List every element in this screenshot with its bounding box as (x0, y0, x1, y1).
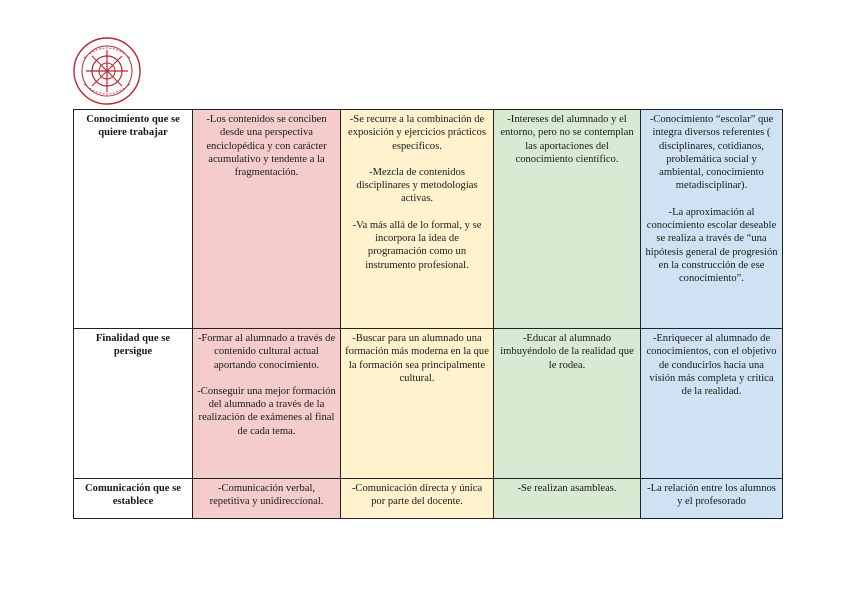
table-cell (641, 329, 783, 479)
table-cell (494, 329, 641, 479)
table-cell (494, 110, 641, 329)
cell-paragraph: -Educar al alumnado imbuyéndolo de la realidad que le rodea. (500, 333, 634, 371)
table-cell (341, 479, 494, 519)
table-cell (341, 110, 494, 329)
cell-paragraph: -Mezcla de contenidos disciplinares y metodologías activas. (356, 166, 478, 205)
cell-paragraph: -Los contenidos se conciben desde una perspectiva enciclopédica y con carácter acumulativo y tendente a la fragmentación. (206, 114, 327, 179)
cell-paragraph: -Buscar para un alumnado una formación más moderna en la que la formación sea principalmente cultural. (345, 333, 489, 384)
table-cell (193, 479, 341, 519)
table-cell (641, 110, 783, 329)
table-cell (193, 329, 341, 479)
table-cell (641, 479, 783, 519)
table-cell (341, 329, 494, 479)
cell-paragraph: -La relación entre los alumnos y el profesorado (647, 483, 776, 508)
table-row (74, 110, 783, 329)
cell-paragraph: -Se recurre a la combinación de exposición y ejercicios prácticos específicos. (348, 114, 486, 152)
table-row (74, 329, 783, 479)
cell-paragraph: -Formar al alumnado a través de contenido cultural actual aportando conocimiento. (197, 333, 336, 371)
cell-paragraph: -Comunicación directa y única por parte del docente. (351, 483, 483, 508)
comparison-table (73, 109, 783, 519)
cell-paragraph: -Comunicación verbal, repetitiva y unidireccional. (209, 483, 324, 508)
cell-paragraph: -Intereses del alumnado y el entorno, pero no se contemplan las aportaciones del conocimiento científico. (500, 114, 634, 165)
row-header: Finalidad que se persigue (74, 329, 193, 479)
row-header: Conocimiento que se quiere trabajar (74, 110, 193, 329)
cell-paragraph: -Enriquecer al alumnado de conocimientos, con el objetivo de conducirlos hacia una visión más completa y crítica de la realidad. (646, 333, 777, 398)
row-header: Comunicación que se establece (74, 479, 193, 519)
cell-paragraph: -Conocimiento “escolar” que integra diversos referentes ( disciplinares, cotidianos, problemática social y ambiental, conocimiento metadisciplinar). (649, 114, 774, 192)
table-row (74, 479, 783, 519)
cell-paragraph: -Va más allá de lo formal, y se incorpora la idea de programación como un instrumento profesional. (352, 219, 482, 271)
table-cell (193, 110, 341, 329)
table-cell (494, 479, 641, 519)
cell-paragraph: -La aproximación al conocimiento escolar deseable se realiza a través de “una hipótesis general de progresión en la construcción de ese conocimiento”. (645, 206, 778, 285)
cell-paragraph: -Se realizan asambleas. (517, 483, 617, 494)
cell-paragraph: -Conseguir una mejor formación del alumnado a través de la realización de exámenes al final de cada tema. (197, 385, 336, 437)
university-seal-icon (72, 36, 142, 106)
